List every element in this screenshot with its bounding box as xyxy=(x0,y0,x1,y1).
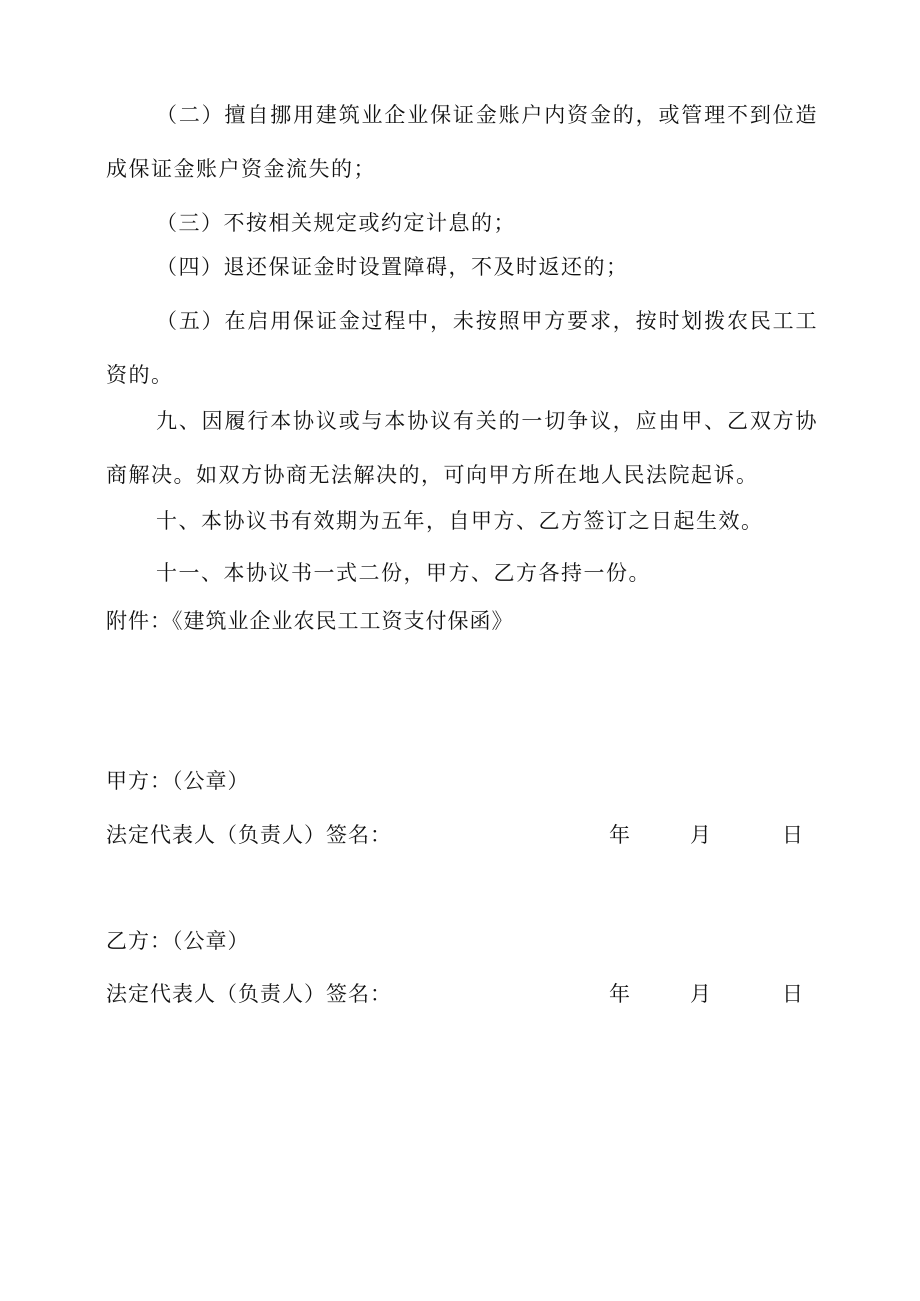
clause-10: 十、本协议书有效期为五年，自甲方、乙方签订之日起生效。 xyxy=(156,509,764,533)
party-b-day: 日 xyxy=(782,982,803,1006)
clause-9: 九、因履行本协议或与本协议有关的一切争议，应由甲、乙双方协商解决。如双方协商无法解决的，可向甲方所在地人民法院起诉。 xyxy=(106,409,818,487)
party-a-label: 甲方：（公章） xyxy=(106,769,250,793)
clause-item-4: （四）退还保证金时设置障碍，不及时返还的； xyxy=(156,255,629,279)
clause-11: 十一、本协议书一式二份，甲方、乙方各持一份。 xyxy=(156,561,651,585)
party-b-rep-label: 法定代表人（负责人）签名： xyxy=(106,982,392,1006)
party-a-month: 月 xyxy=(690,823,711,847)
party-b-year: 年 xyxy=(609,982,630,1006)
party-a-day: 日 xyxy=(782,823,803,847)
party-b-label: 乙方：（公章） xyxy=(106,929,250,953)
clause-item-2: （二）擅自挪用建筑业企业保证金账户内资金的，或管理不到位造成保证金账户资金流失的； xyxy=(106,103,818,181)
clause-item-3: （三）不按相关规定或约定计息的； xyxy=(156,211,516,235)
party-a-rep-label: 法定代表人（负责人）签名： xyxy=(106,823,392,847)
party-a-year: 年 xyxy=(609,823,630,847)
attachment-line: 附件：《建筑业企业农民工工资支付保函》 xyxy=(106,609,514,633)
clause-item-5: （五）在启用保证金过程中，未按照甲方要求，按时划拨农民工工资的。 xyxy=(106,309,818,387)
party-b-month: 月 xyxy=(690,982,711,1006)
